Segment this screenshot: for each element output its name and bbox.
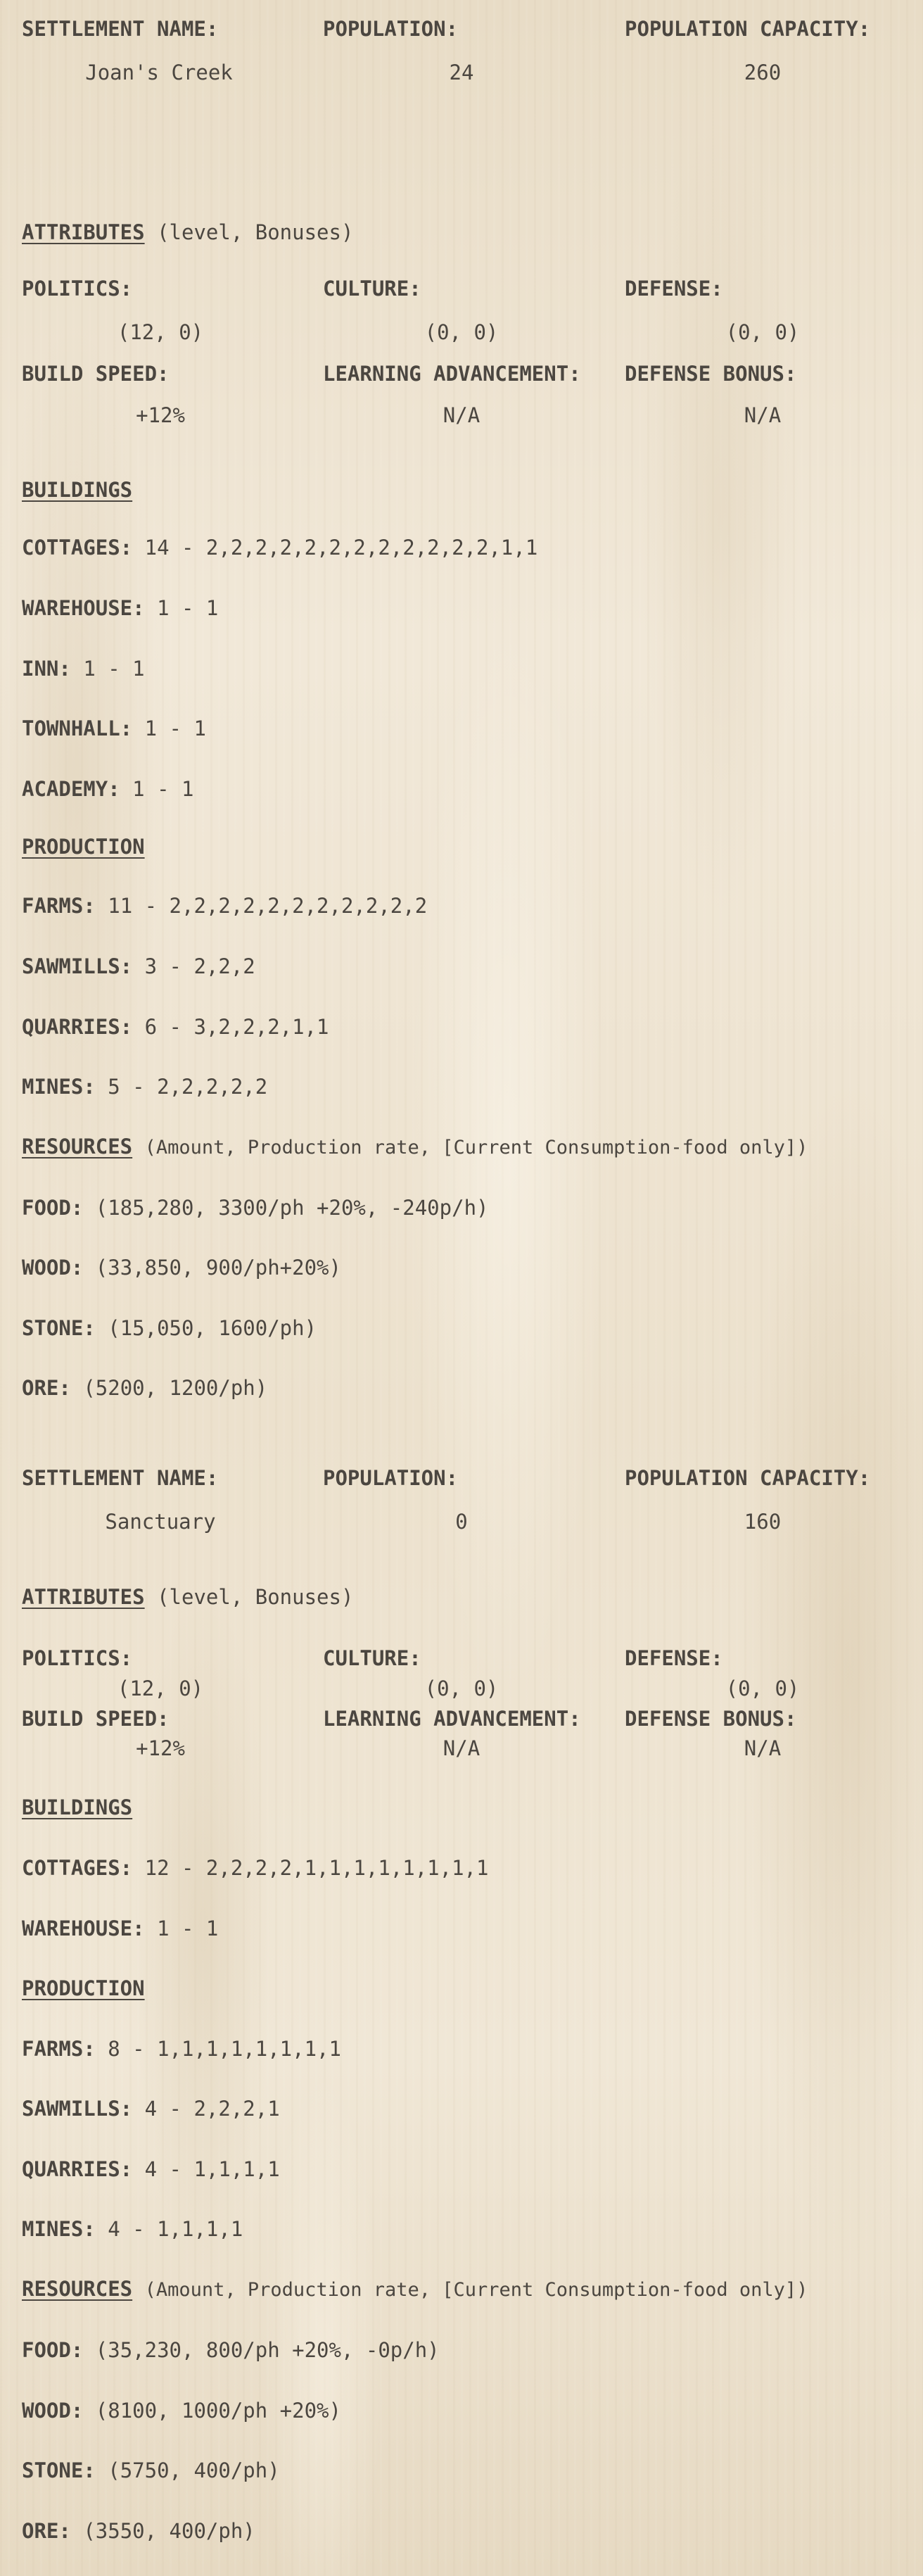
- population-capacity-value: 160: [744, 1510, 782, 1534]
- building-row-inn: [22, 657, 145, 681]
- building-row-warehouse: [22, 596, 218, 620]
- resources-subtitle: (Amount, Production rate, [Current Consumption-food only]): [144, 1137, 808, 1158]
- section-title: PRODUCTION: [22, 1976, 145, 2000]
- row-label: STONE:: [22, 2458, 96, 2482]
- resource-row-food: [22, 2338, 440, 2362]
- settlement-name-label: SETTLEMENT NAME:: [22, 1466, 219, 1490]
- row-value: (33,850, 900/ph+20%): [95, 1256, 341, 1280]
- row-label: WOOD:: [22, 1256, 84, 1280]
- section-title: BUILDINGS: [22, 1795, 133, 1819]
- row-value: (3550, 400/ph): [83, 2519, 255, 2543]
- resource-row-wood: [22, 2399, 341, 2423]
- production-heading: [22, 835, 145, 859]
- row-label: QUARRIES:: [22, 1015, 133, 1039]
- row-value: 4 - 1,1,1,1: [108, 2217, 243, 2241]
- row-label: FOOD:: [22, 2338, 84, 2362]
- section-title: PRODUCTION: [22, 835, 145, 859]
- building-row-warehouse: [22, 1917, 218, 1940]
- attributes-subtitle: (level, Bonuses): [157, 220, 354, 244]
- population-value: 0: [455, 1510, 468, 1534]
- defense-bonus-value: N/A: [744, 1736, 782, 1760]
- attributes-title: ATTRIBUTES: [22, 220, 145, 244]
- resources-heading: [22, 1135, 808, 1158]
- row-value: (35,230, 800/ph +20%, -0p/h): [95, 2338, 440, 2362]
- population-capacity-label: POPULATION CAPACITY:: [625, 17, 871, 41]
- defense-value: (0, 0): [725, 1677, 800, 1700]
- row-value: 12 - 2,2,2,2,1,1,1,1,1,1,1,1: [144, 1856, 489, 1880]
- attributes-title: ATTRIBUTES: [22, 1585, 145, 1609]
- culture-value: (0, 0): [424, 1677, 499, 1700]
- row-value: 1 - 1: [83, 657, 145, 681]
- resource-row-stone: [22, 1316, 317, 1340]
- defense-bonus-label: DEFENSE BONUS:: [625, 1707, 797, 1731]
- learning-advancement-label: LEARNING ADVANCEMENT:: [323, 1707, 581, 1731]
- production-row-sawmills: [22, 2097, 280, 2121]
- building-row-cottages: [22, 536, 537, 560]
- population-capacity-label: POPULATION CAPACITY:: [625, 1466, 871, 1490]
- population-label: POPULATION:: [323, 1466, 459, 1490]
- row-label: MINES:: [22, 2217, 96, 2241]
- learning-advancement-label: LEARNING ADVANCEMENT:: [323, 362, 581, 386]
- row-label: ORE:: [22, 2519, 71, 2543]
- resources-subtitle: (Amount, Production rate, [Current Consumption-food only]): [144, 2279, 808, 2301]
- production-row-quarries: [22, 2157, 280, 2181]
- row-label: ACADEMY:: [22, 777, 120, 801]
- production-row-farms: [22, 2037, 341, 2061]
- build-speed-value: +12%: [136, 1736, 185, 1760]
- defense-bonus-label: DEFENSE BONUS:: [625, 362, 797, 386]
- row-value: 4 - 1,1,1,1: [144, 2157, 280, 2181]
- defense-label: DEFENSE:: [625, 1646, 723, 1670]
- defense-value: (0, 0): [725, 320, 800, 344]
- row-label: ORE:: [22, 1376, 71, 1400]
- row-label: COTTAGES:: [22, 536, 133, 560]
- culture-value: (0, 0): [424, 320, 499, 344]
- row-value: 1 - 1: [157, 1917, 219, 1940]
- defense-bonus-value: N/A: [744, 403, 782, 427]
- row-value: 4 - 2,2,2,1: [144, 2097, 280, 2121]
- row-label: FARMS:: [22, 2037, 96, 2061]
- row-value: (8100, 1000/ph +20%): [95, 2399, 341, 2423]
- culture-label: CULTURE:: [323, 1646, 421, 1670]
- buildings-heading: [22, 1795, 132, 1819]
- row-value: 1 - 1: [144, 716, 206, 740]
- population-capacity-value: 260: [744, 61, 782, 84]
- row-label: TOWNHALL:: [22, 716, 133, 740]
- building-row-academy: [22, 777, 193, 801]
- row-value: 11 - 2,2,2,2,2,2,2,2,2,2,2: [108, 894, 428, 918]
- culture-label: CULTURE:: [323, 277, 421, 301]
- production-row-sawmills: [22, 954, 255, 978]
- row-value: 1 - 1: [132, 777, 194, 801]
- buildings-heading: [22, 478, 132, 502]
- section-title: RESOURCES: [22, 2277, 133, 2301]
- row-label: WAREHOUSE:: [22, 1917, 145, 1940]
- politics-value: (12, 0): [117, 1677, 204, 1700]
- section-title: BUILDINGS: [22, 478, 133, 502]
- row-label: SAWMILLS:: [22, 2097, 133, 2121]
- resource-row-ore: [22, 2519, 255, 2543]
- row-label: QUARRIES:: [22, 2157, 133, 2181]
- settlement-name-label: SETTLEMENT NAME:: [22, 17, 219, 41]
- politics-label: POLITICS:: [22, 277, 133, 301]
- row-value: 3 - 2,2,2: [144, 954, 255, 978]
- row-label: WAREHOUSE:: [22, 596, 145, 620]
- building-row-cottages: [22, 1856, 488, 1880]
- resources-heading: [22, 2277, 808, 2301]
- production-heading: [22, 1976, 145, 2000]
- resource-row-stone: [22, 2458, 280, 2482]
- politics-label: POLITICS:: [22, 1646, 133, 1670]
- section-title: RESOURCES: [22, 1135, 133, 1158]
- politics-value: (12, 0): [117, 320, 204, 344]
- production-row-quarries: [22, 1015, 329, 1039]
- row-label: MINES:: [22, 1075, 96, 1099]
- row-value: 14 - 2,2,2,2,2,2,2,2,2,2,2,2,1,1: [144, 536, 538, 560]
- settlement-name-value: Sanctuary: [105, 1510, 216, 1534]
- row-label: WOOD:: [22, 2399, 84, 2423]
- row-value: 8 - 1,1,1,1,1,1,1,1: [108, 2037, 341, 2061]
- learning-advancement-value: N/A: [443, 403, 480, 427]
- row-value: (5750, 400/ph): [108, 2458, 280, 2482]
- attributes-heading: [22, 1585, 353, 1609]
- build-speed-label: BUILD SPEED:: [22, 1707, 170, 1731]
- population-label: POPULATION:: [323, 17, 459, 41]
- defense-label: DEFENSE:: [625, 277, 723, 301]
- building-row-townhall: [22, 716, 206, 740]
- row-label: SAWMILLS:: [22, 954, 133, 978]
- attributes-heading: [22, 220, 353, 244]
- production-row-mines: [22, 1075, 267, 1099]
- row-value: 5 - 2,2,2,2,2: [108, 1075, 268, 1099]
- row-label: COTTAGES:: [22, 1856, 133, 1880]
- row-label: STONE:: [22, 1316, 96, 1340]
- row-value: (5200, 1200/ph): [83, 1376, 268, 1400]
- row-value: 1 - 1: [157, 596, 219, 620]
- row-label: FARMS:: [22, 894, 96, 918]
- resource-row-food: [22, 1196, 488, 1220]
- row-value: 6 - 3,2,2,2,1,1: [144, 1015, 329, 1039]
- attributes-subtitle: (level, Bonuses): [157, 1585, 354, 1609]
- row-label: INN:: [22, 657, 71, 681]
- population-value: 24: [449, 61, 474, 84]
- resource-row-ore: [22, 1376, 267, 1400]
- build-speed-label: BUILD SPEED:: [22, 362, 170, 386]
- build-speed-value: +12%: [136, 403, 185, 427]
- resource-row-wood: [22, 1256, 341, 1280]
- learning-advancement-value: N/A: [443, 1736, 480, 1760]
- production-row-farms: [22, 894, 427, 918]
- row-value: (185,280, 3300/ph +20%, -240p/h): [95, 1196, 489, 1220]
- settlement-name-value: Joan's Creek: [85, 61, 233, 84]
- row-label: FOOD:: [22, 1196, 84, 1220]
- production-row-mines: [22, 2217, 243, 2241]
- row-value: (15,050, 1600/ph): [108, 1316, 317, 1340]
